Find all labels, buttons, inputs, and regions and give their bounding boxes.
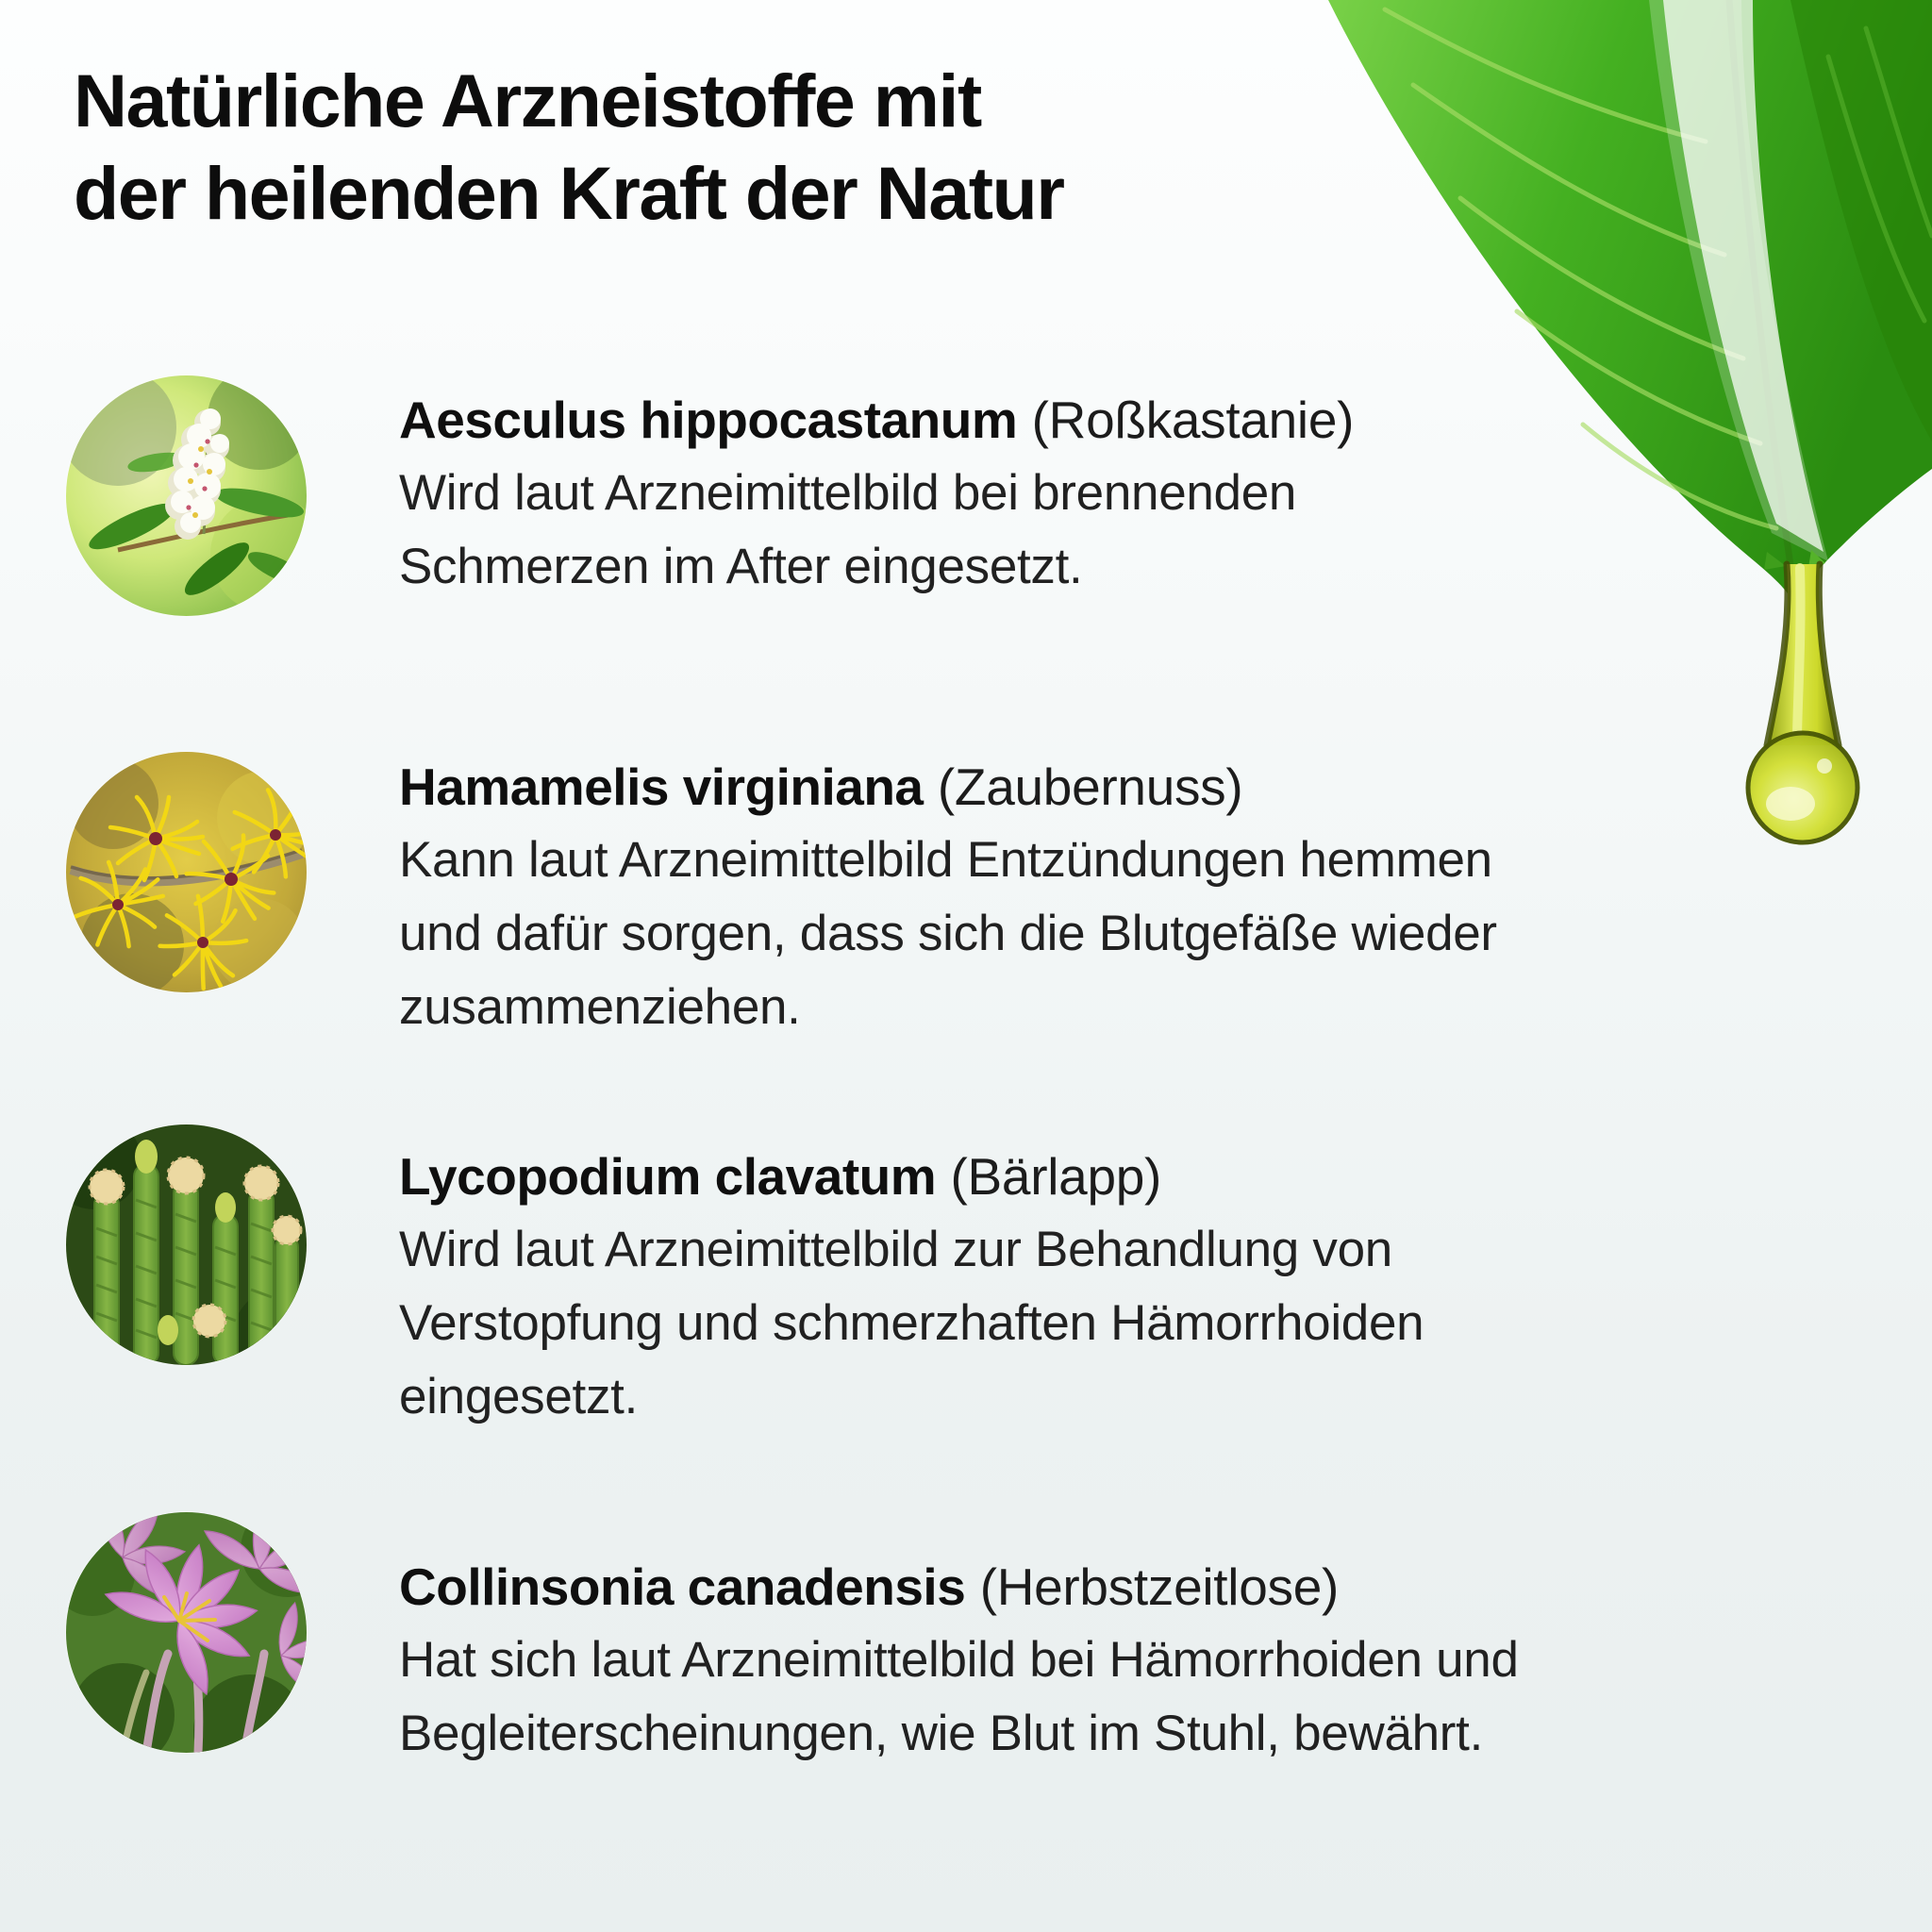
page-title-line-1: Natürliche Arzneistoffe mit — [74, 58, 981, 142]
description-line: Schmerzen im After eingesetzt. — [399, 539, 1083, 594]
ingredient-text-hamamelis — [399, 750, 1497, 1044]
latin-name: Lycopodium clavatum — [399, 1147, 937, 1206]
ingredient-heading — [399, 1140, 1424, 1213]
ingredient-heading — [399, 1550, 1519, 1624]
description-line: Wird laut Arzneimittelbild zur Behandlung von — [399, 1222, 1392, 1277]
ingredient-text-aesculus — [399, 383, 1354, 604]
common-name: (Zaubernuss) — [937, 758, 1243, 816]
common-name: (Herbstzeitlose) — [979, 1557, 1339, 1616]
horse-chestnut-photo — [66, 375, 307, 616]
page-title — [74, 55, 1064, 240]
description-line: eingesetzt. — [399, 1369, 639, 1424]
witch-hazel-photo-art — [66, 752, 307, 992]
horse-chestnut-photo-art — [66, 375, 307, 616]
club-moss-photo — [66, 1124, 307, 1365]
description-line: Begleiterscheinungen, wie Blut im Stuhl, bewährt. — [399, 1706, 1483, 1761]
description-line: Wird laut Arzneimittelbild bei brennenden — [399, 465, 1297, 521]
page-title-line-2: der heilenden Kraft der Natur — [74, 151, 1064, 235]
common-name: (Bärlapp) — [950, 1147, 1162, 1206]
ingredient-text-collinsonia — [399, 1550, 1519, 1771]
club-moss-photo-art — [66, 1124, 307, 1365]
common-name: (Roßkastanie) — [1031, 391, 1355, 449]
ingredient-heading — [399, 750, 1497, 824]
description-line: Verstopfung und schmerzhaften Hämorrhoiden — [399, 1295, 1424, 1351]
witch-hazel-photo — [66, 752, 307, 992]
description-line: Kann laut Arzneimittelbild Entzündungen hemmen — [399, 832, 1492, 888]
autumn-crocus-photo — [66, 1512, 307, 1753]
autumn-crocus-photo-art — [66, 1512, 307, 1753]
latin-name: Collinsonia canadensis — [399, 1557, 966, 1616]
description-line: zusammenziehen. — [399, 979, 801, 1035]
oil-drop-illustration — [1748, 564, 1857, 842]
latin-name: Hamamelis virginiana — [399, 758, 924, 816]
ingredient-text-lycopodium — [399, 1140, 1424, 1434]
leaf-illustration — [1328, 0, 1932, 604]
description-line: und dafür sorgen, dass sich die Blutgefäße wieder — [399, 906, 1497, 961]
latin-name: Aesculus hippocastanum — [399, 391, 1018, 449]
description-line: Hat sich laut Arzneimittelbild bei Hämorrhoiden und — [399, 1632, 1519, 1688]
ingredient-heading — [399, 383, 1354, 457]
